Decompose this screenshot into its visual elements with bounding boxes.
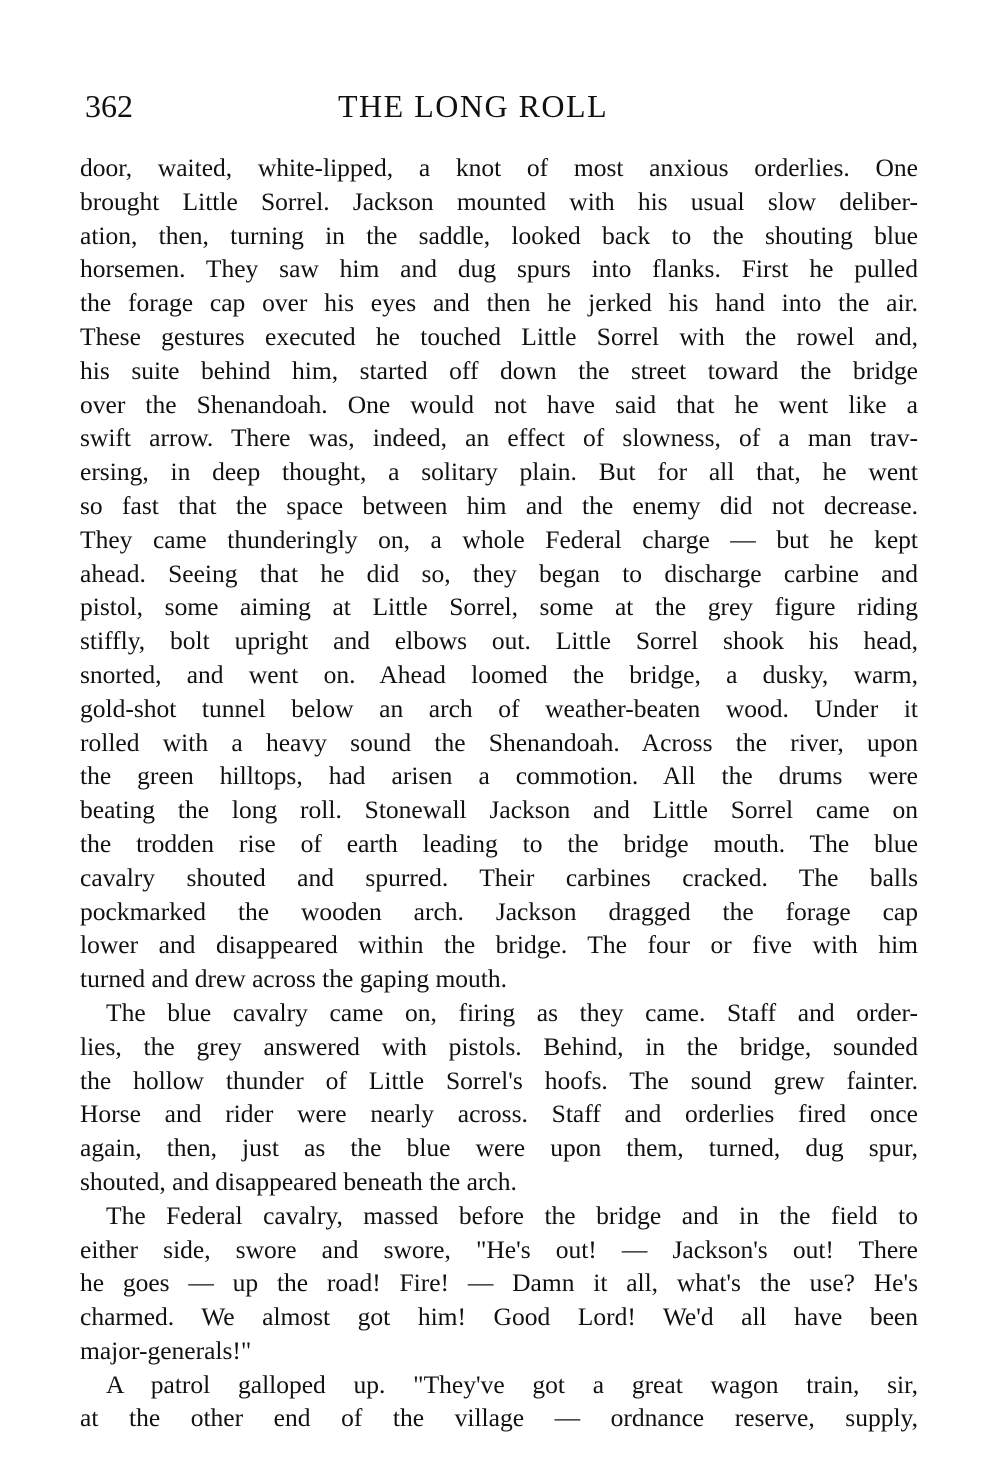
paragraph bbox=[80, 1199, 918, 1368]
text-line: turned and drew across the gaping mouth. bbox=[80, 964, 508, 994]
text-line: either side, swore and swore, "He's out! — Jackson's out! There bbox=[80, 1234, 918, 1264]
text-line: at the other end of the village — ordnance reserve, supply, bbox=[80, 1403, 918, 1433]
text-line: ation, then, turning in the saddle, looked back to the shouting blue bbox=[80, 220, 918, 250]
text-line: They came thunderingly on, a whole Federal charge — but he kept bbox=[80, 524, 918, 554]
text-line: the green hilltops, had arisen a commotion. All the drums were bbox=[80, 761, 918, 791]
text-line: brought Little Sorrel. Jackson mounted with his usual slow deliber- bbox=[80, 186, 918, 216]
text-line: gold-shot tunnel below an arch of weather-beaten wood. Under it bbox=[80, 693, 918, 723]
text-line: cavalry shouted and spurred. Their carbines cracked. The balls bbox=[80, 862, 918, 892]
text-line: pockmarked the wooden arch. Jackson dragged the forage cap bbox=[80, 896, 918, 926]
text-line: over the Shenandoah. One would not have said that he went like a bbox=[80, 389, 918, 419]
text-line: beating the long roll. Stonewall Jackson and Little Sorrel came on bbox=[80, 795, 918, 825]
text-line: the hollow thunder of Little Sorrel's hoofs. The sound grew fainter. bbox=[80, 1065, 918, 1095]
text-line: pistol, some aiming at Little Sorrel, some at the grey figure riding bbox=[80, 592, 918, 622]
text-line: rolled with a heavy sound the Shenandoah. Across the river, upon bbox=[80, 727, 918, 757]
paragraph bbox=[80, 1368, 918, 1436]
paragraph bbox=[80, 996, 918, 1199]
text-line: ahead. Seeing that he did so, they began to discharge carbine and bbox=[80, 558, 918, 588]
text-line: horsemen. They saw him and dug spurs into flanks. First he pulled bbox=[80, 254, 918, 284]
text-line: major-generals!" bbox=[80, 1335, 252, 1365]
text-line: shouted, and disappeared beneath the arch. bbox=[80, 1166, 517, 1196]
text-line: Horse and rider were nearly across. Staff and orderlies fired once bbox=[80, 1099, 918, 1129]
text-line: ersing, in deep thought, a solitary plain. But for all that, he went bbox=[80, 457, 918, 487]
text-line: The Federal cavalry, massed before the bridge and in the field to bbox=[106, 1200, 918, 1230]
text-line: These gestures executed he touched Little Sorrel with the rowel and, bbox=[80, 321, 918, 351]
body-text bbox=[80, 151, 918, 1435]
text-line: his suite behind him, started off down the street toward the bridge bbox=[80, 355, 918, 385]
paragraph bbox=[80, 151, 918, 996]
text-line: the trodden rise of earth leading to the bridge mouth. The blue bbox=[80, 828, 918, 858]
text-line: lies, the grey answered with pistols. Behind, in the bridge, sounded bbox=[80, 1031, 918, 1061]
text-line: lower and disappeared within the bridge. The four or five with him bbox=[80, 930, 918, 960]
text-line: again, then, just as the blue were upon them, turned, dug spur, bbox=[80, 1133, 918, 1163]
page-number: 362 bbox=[85, 88, 133, 124]
running-title: THE LONG ROLL bbox=[338, 88, 609, 124]
text-line: stiffly, bolt upright and elbows out. Little Sorrel shook his head, bbox=[80, 626, 918, 656]
text-line: A patrol galloped up. "They've got a great wagon train, sir, bbox=[106, 1369, 918, 1399]
text-line: the forage cap over his eyes and then he jerked his hand into the air. bbox=[80, 288, 918, 318]
text-line: so fast that the space between him and the enemy did not decrease. bbox=[80, 490, 918, 520]
page-header bbox=[80, 84, 915, 128]
text-line: charmed. We almost got him! Good Lord! We'd all have been bbox=[80, 1302, 918, 1332]
text-line: snorted, and went on. Ahead loomed the bridge, a dusky, warm, bbox=[80, 659, 918, 689]
text-line: he goes — up the road! Fire! — Damn it all, what's the use? He's bbox=[80, 1268, 918, 1298]
text-line: door, waited, white-lipped, a knot of most anxious orderlies. One bbox=[80, 153, 918, 182]
text-line: The blue cavalry came on, firing as they came. Staff and order- bbox=[106, 997, 918, 1027]
text-line: swift arrow. There was, indeed, an effect of slowness, of a man trav- bbox=[80, 423, 918, 453]
